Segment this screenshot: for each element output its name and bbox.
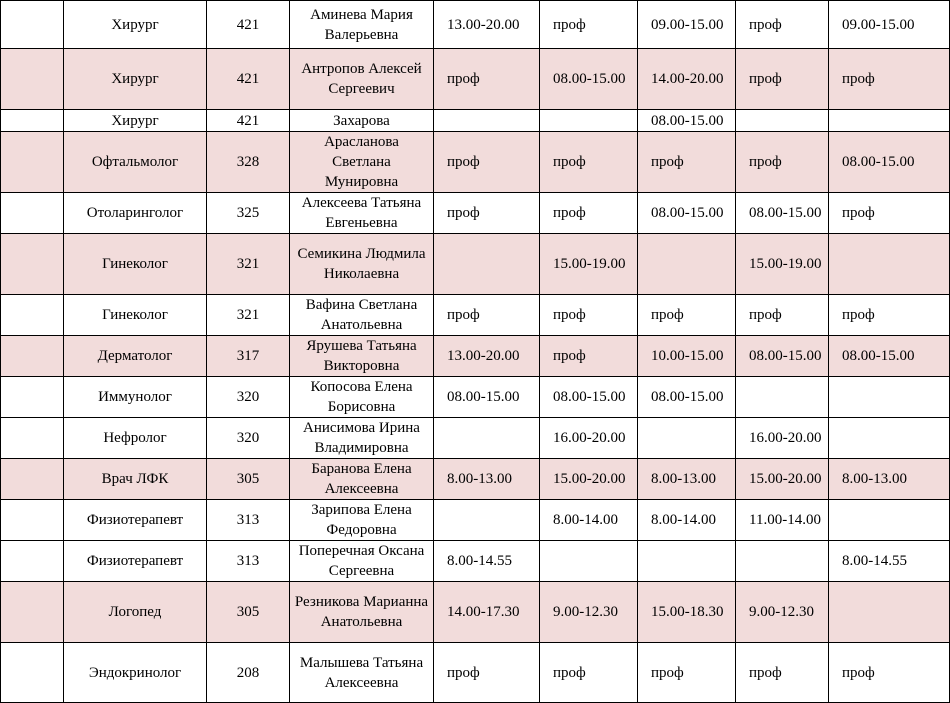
room-cell: 320 [207, 418, 290, 459]
day-2-cell: 15.00-20.00 [540, 459, 638, 500]
day-4-cell: проф [736, 643, 829, 703]
row-gutter-cell [1, 418, 64, 459]
table-row [1, 132, 950, 193]
table-row [1, 110, 950, 132]
table-row [1, 193, 950, 234]
day-3-cell: 8.00-14.00 [638, 500, 736, 541]
day-3-cell: проф [638, 132, 736, 193]
room-cell: 321 [207, 295, 290, 336]
row-gutter-cell [1, 643, 64, 703]
doctor-cell: Антропов Алексей Сергеевич [290, 49, 434, 110]
doctor-cell: Ярушева Татьяна Викторовна [290, 336, 434, 377]
table-row [1, 377, 950, 418]
day-2-cell: проф [540, 1, 638, 49]
room-cell: 325 [207, 193, 290, 234]
row-gutter-cell [1, 459, 64, 500]
day-4-cell: проф [736, 49, 829, 110]
doctor-cell: Арасланова Светлана Мунировна [290, 132, 434, 193]
table-row [1, 459, 950, 500]
day-1-cell [434, 234, 540, 295]
day-4-cell [736, 541, 829, 582]
day-5-cell [829, 377, 950, 418]
room-cell: 208 [207, 643, 290, 703]
doctor-cell: Зарипова Елена Федоровна [290, 500, 434, 541]
room-cell: 305 [207, 459, 290, 500]
day-3-cell: 08.00-15.00 [638, 377, 736, 418]
day-4-cell: проф [736, 1, 829, 49]
day-1-cell: проф [434, 49, 540, 110]
room-cell: 317 [207, 336, 290, 377]
doctor-cell: Анисимова Ирина Владимировна [290, 418, 434, 459]
day-5-cell: проф [829, 193, 950, 234]
day-3-cell [638, 541, 736, 582]
day-5-cell [829, 500, 950, 541]
row-gutter-cell [1, 336, 64, 377]
specialty-cell: Хирург [64, 110, 207, 132]
row-gutter-cell [1, 295, 64, 336]
day-1-cell: проф [434, 643, 540, 703]
room-cell: 305 [207, 582, 290, 643]
row-gutter-cell [1, 377, 64, 418]
day-2-cell: 15.00-19.00 [540, 234, 638, 295]
doctor-cell: Копосова Елена Борисовна [290, 377, 434, 418]
day-1-cell [434, 500, 540, 541]
specialty-cell: Нефролог [64, 418, 207, 459]
specialty-cell: Логопед [64, 582, 207, 643]
day-3-cell: 14.00-20.00 [638, 49, 736, 110]
day-5-cell: 08.00-15.00 [829, 132, 950, 193]
doctor-cell: Малышева Татьяна Алексеевна [290, 643, 434, 703]
row-gutter-cell [1, 234, 64, 295]
table-row [1, 1, 950, 49]
table-row [1, 234, 950, 295]
specialty-cell: Офтальмолог [64, 132, 207, 193]
day-4-cell: проф [736, 295, 829, 336]
schedule-body [1, 1, 950, 703]
day-2-cell: 16.00-20.00 [540, 418, 638, 459]
day-2-cell [540, 110, 638, 132]
table-row [1, 295, 950, 336]
specialty-cell: Эндокринолог [64, 643, 207, 703]
specialty-cell: Врач ЛФК [64, 459, 207, 500]
room-cell: 313 [207, 500, 290, 541]
day-4-cell: 11.00-14.00 [736, 500, 829, 541]
specialty-cell: Гинеколог [64, 234, 207, 295]
specialty-cell: Иммунолог [64, 377, 207, 418]
day-3-cell: проф [638, 643, 736, 703]
room-cell: 421 [207, 110, 290, 132]
day-2-cell: проф [540, 193, 638, 234]
doctor-cell: Вафина Светлана Анатольевна [290, 295, 434, 336]
room-cell: 321 [207, 234, 290, 295]
day-5-cell: 8.00-14.55 [829, 541, 950, 582]
table-row [1, 582, 950, 643]
specialty-cell: Хирург [64, 1, 207, 49]
day-1-cell: 13.00-20.00 [434, 336, 540, 377]
room-cell: 313 [207, 541, 290, 582]
doctor-cell: Захарова [290, 110, 434, 132]
day-4-cell: 15.00-20.00 [736, 459, 829, 500]
day-4-cell: проф [736, 132, 829, 193]
day-2-cell: 8.00-14.00 [540, 500, 638, 541]
table-row [1, 49, 950, 110]
doctor-cell: Резникова Марианна Анатольевна [290, 582, 434, 643]
day-1-cell: 8.00-14.55 [434, 541, 540, 582]
table-row [1, 541, 950, 582]
day-5-cell: 8.00-13.00 [829, 459, 950, 500]
day-1-cell [434, 418, 540, 459]
day-3-cell [638, 418, 736, 459]
day-4-cell: 15.00-19.00 [736, 234, 829, 295]
day-1-cell: 8.00-13.00 [434, 459, 540, 500]
day-1-cell: проф [434, 295, 540, 336]
row-gutter-cell [1, 132, 64, 193]
day-5-cell: проф [829, 643, 950, 703]
day-2-cell: проф [540, 643, 638, 703]
day-2-cell: 08.00-15.00 [540, 377, 638, 418]
row-gutter-cell [1, 582, 64, 643]
table-row [1, 418, 950, 459]
day-2-cell [540, 541, 638, 582]
specialty-cell: Отоларинголог [64, 193, 207, 234]
table-row [1, 336, 950, 377]
day-5-cell: 08.00-15.00 [829, 336, 950, 377]
specialty-cell: Физиотерапевт [64, 541, 207, 582]
day-2-cell: проф [540, 336, 638, 377]
room-cell: 421 [207, 1, 290, 49]
day-4-cell: 16.00-20.00 [736, 418, 829, 459]
specialty-cell: Гинеколог [64, 295, 207, 336]
doctor-cell: Алексеева Татьяна Евгеньевна [290, 193, 434, 234]
day-3-cell: 8.00-13.00 [638, 459, 736, 500]
day-3-cell: 09.00-15.00 [638, 1, 736, 49]
row-gutter-cell [1, 500, 64, 541]
doctor-cell: Аминева Мария Валерьевна [290, 1, 434, 49]
room-cell: 421 [207, 49, 290, 110]
day-2-cell: проф [540, 295, 638, 336]
room-cell: 328 [207, 132, 290, 193]
day-3-cell: 08.00-15.00 [638, 110, 736, 132]
day-2-cell: 9.00-12.30 [540, 582, 638, 643]
day-4-cell: 08.00-15.00 [736, 193, 829, 234]
day-3-cell: проф [638, 295, 736, 336]
day-1-cell [434, 110, 540, 132]
row-gutter-cell [1, 49, 64, 110]
day-5-cell [829, 234, 950, 295]
day-5-cell: проф [829, 295, 950, 336]
day-5-cell [829, 418, 950, 459]
day-5-cell [829, 110, 950, 132]
day-2-cell: проф [540, 132, 638, 193]
day-4-cell [736, 377, 829, 418]
day-1-cell: проф [434, 193, 540, 234]
specialty-cell: Дерматолог [64, 336, 207, 377]
day-4-cell [736, 110, 829, 132]
day-1-cell: проф [434, 132, 540, 193]
doctor-cell: Поперечная Оксана Сергеевна [290, 541, 434, 582]
room-cell: 320 [207, 377, 290, 418]
day-3-cell: 08.00-15.00 [638, 193, 736, 234]
day-5-cell: 09.00-15.00 [829, 1, 950, 49]
day-4-cell: 08.00-15.00 [736, 336, 829, 377]
doctor-cell: Семикина Людмила Николаевна [290, 234, 434, 295]
table-row [1, 500, 950, 541]
row-gutter-cell [1, 193, 64, 234]
day-4-cell: 9.00-12.30 [736, 582, 829, 643]
table-row [1, 643, 950, 703]
row-gutter-cell [1, 110, 64, 132]
day-1-cell: 08.00-15.00 [434, 377, 540, 418]
day-5-cell [829, 582, 950, 643]
day-1-cell: 14.00-17.30 [434, 582, 540, 643]
doctor-cell: Баранова Елена Алексеевна [290, 459, 434, 500]
row-gutter-cell [1, 1, 64, 49]
day-3-cell [638, 234, 736, 295]
row-gutter-cell [1, 541, 64, 582]
day-5-cell: проф [829, 49, 950, 110]
specialty-cell: Хирург [64, 49, 207, 110]
day-2-cell: 08.00-15.00 [540, 49, 638, 110]
specialty-cell: Физиотерапевт [64, 500, 207, 541]
day-1-cell: 13.00-20.00 [434, 1, 540, 49]
day-3-cell: 10.00-15.00 [638, 336, 736, 377]
day-3-cell: 15.00-18.30 [638, 582, 736, 643]
